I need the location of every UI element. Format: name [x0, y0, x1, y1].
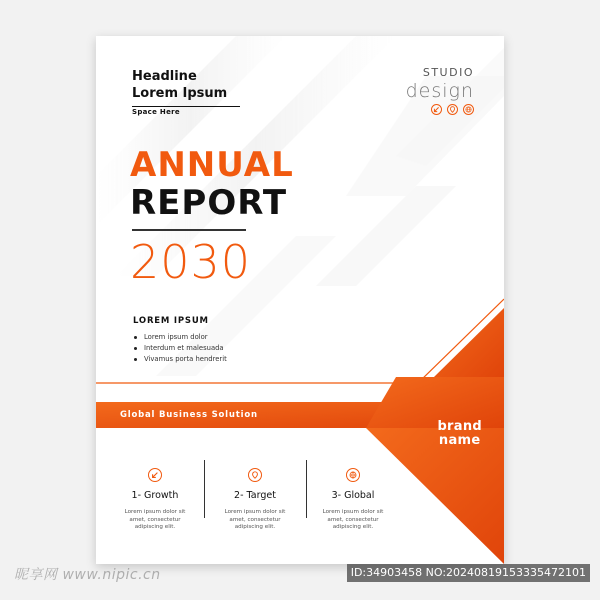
band-text: Global Business Solution [120, 410, 258, 420]
feature-desc [212, 509, 298, 532]
title-report: REPORT [130, 183, 288, 223]
feature-desc-line: amet, consectetur [229, 516, 281, 523]
space-here-text: Space Here [132, 108, 180, 116]
list-item: Lorem ipsum dolor [133, 332, 227, 343]
feature-global [310, 468, 396, 532]
feature-desc [112, 509, 198, 532]
headline-rule [132, 106, 240, 107]
report-cover [96, 36, 504, 564]
studio-line-2: design [405, 80, 474, 102]
headline-line-2: Lorem Ipsum [132, 86, 228, 101]
brand-line-1: brand [437, 419, 482, 434]
studio-icons [431, 104, 474, 115]
studio-line-1: STUDIO [422, 66, 474, 79]
title-annual: ANNUAL [130, 145, 294, 185]
feature-desc-line: Lorem ipsum dolor sit [124, 509, 186, 515]
globe-icon [346, 468, 360, 482]
studio-logo [406, 66, 474, 102]
title-rule [132, 229, 246, 231]
feature-desc-line: adipiscing elit. [234, 524, 276, 530]
brand-line-2: name [438, 433, 481, 448]
watermark-site: 昵享网 www.nipic.cn [14, 567, 161, 583]
feature-desc-line: adipiscing elit. [332, 524, 374, 530]
brand-name [437, 420, 482, 448]
globe-icon [463, 104, 474, 115]
feature-desc-line: adipiscing elit. [134, 524, 176, 530]
list-item: Interdum et malesuada [133, 343, 227, 354]
location-pin-icon [248, 468, 262, 482]
feature-growth [112, 468, 198, 532]
list-item: Vivamus porta hendrerit [133, 354, 227, 365]
feature-title: 2- Target [234, 490, 276, 501]
section-heading: LOREM IPSUM [133, 316, 209, 326]
arrow-down-left-icon [431, 104, 442, 115]
arrow-down-left-icon [148, 468, 162, 482]
feature-desc [310, 509, 396, 532]
feature-desc-line: Lorem ipsum dolor sit [224, 509, 286, 515]
headline [132, 68, 240, 107]
headline-line-1: Headline [132, 69, 197, 84]
location-pin-icon [447, 104, 458, 115]
feature-divider [306, 460, 307, 518]
watermark-id: ID:34903458 NO:20240819153335472101 [347, 564, 590, 582]
bullet-list [133, 332, 227, 365]
feature-desc-line: amet, consectetur [327, 516, 379, 523]
feature-title: 1- Growth [131, 490, 179, 501]
feature-desc-line: amet, consectetur [129, 516, 181, 523]
feature-target [212, 468, 298, 532]
report-year: 2030 [130, 235, 252, 289]
feature-desc-line: Lorem ipsum dolor sit [322, 509, 384, 515]
orange-panel-upper [434, 308, 504, 377]
feature-divider [204, 460, 205, 518]
feature-title: 3- Global [331, 490, 375, 501]
